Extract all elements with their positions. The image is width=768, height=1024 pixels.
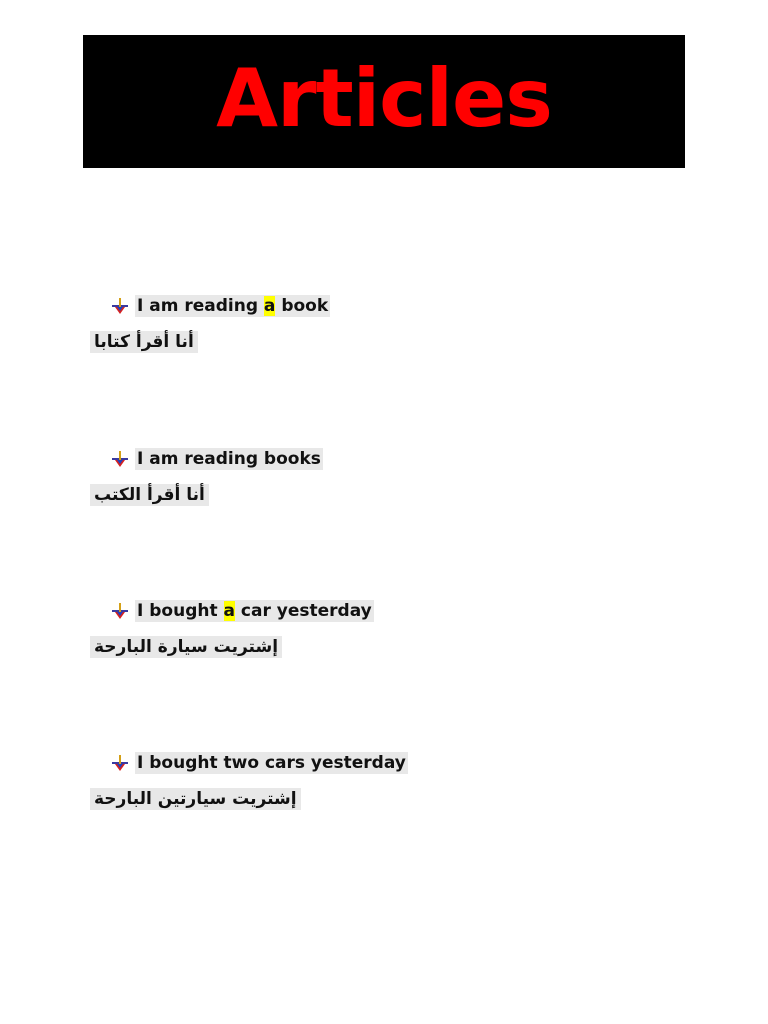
english-sentence — [135, 752, 408, 774]
highlighted-article: a — [263, 296, 276, 316]
english-sentence-line — [111, 752, 408, 774]
title-banner — [83, 35, 685, 168]
arabic-translation: إشتريت سيارتين البارحة — [90, 788, 301, 810]
arrow-down-cross-icon — [111, 754, 129, 772]
sentence-part: I am reading — [137, 296, 264, 316]
arabic-translation-line — [90, 788, 301, 810]
arabic-translation-line — [90, 636, 282, 658]
english-sentence-line — [111, 600, 374, 622]
sentence-part: car yesterday — [235, 601, 372, 621]
english-sentence-line — [111, 295, 330, 317]
sentence-part: I am reading books — [137, 449, 321, 469]
sentence-part: I bought two cars yesterday — [137, 753, 406, 773]
sentence-part: book — [275, 296, 329, 316]
english-sentence — [135, 448, 323, 470]
sentence-part: I bought — [137, 601, 224, 621]
english-sentence — [135, 600, 374, 622]
page-title: Articles — [216, 51, 552, 145]
english-sentence — [135, 295, 330, 317]
arabic-translation-line — [90, 484, 209, 506]
arrow-down-cross-icon — [111, 297, 129, 315]
arabic-translation-line — [90, 331, 198, 353]
arabic-translation: أنا أقرأ كتابا — [90, 331, 198, 353]
arrow-down-cross-icon — [111, 602, 129, 620]
arrow-down-cross-icon — [111, 450, 129, 468]
arabic-translation: أنا أقرأ الكتب — [90, 484, 209, 506]
highlighted-article: a — [223, 601, 235, 621]
arabic-translation: إشتريت سيارة البارحة — [90, 636, 282, 658]
english-sentence-line — [111, 448, 323, 470]
